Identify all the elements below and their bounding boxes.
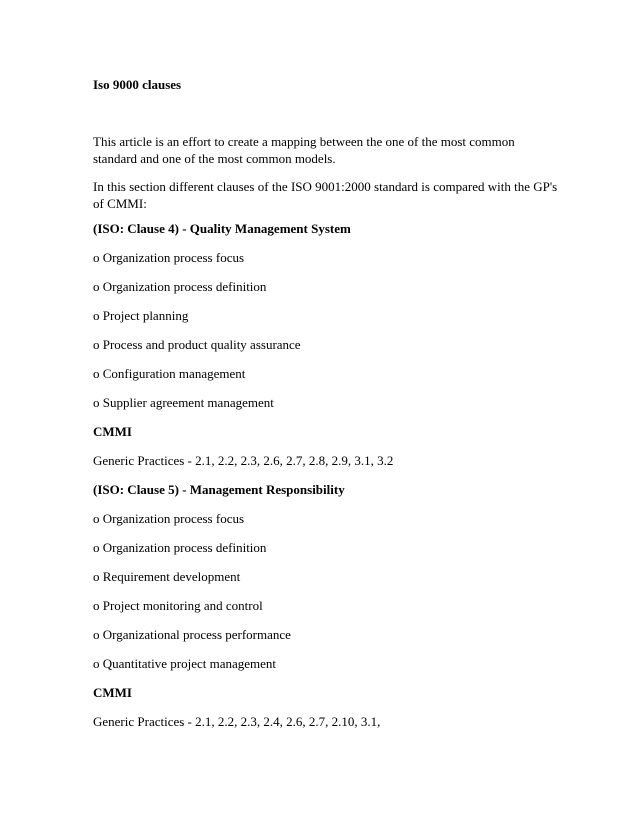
intro-paragraph-2-line-2: of CMMI: [93,196,147,211]
clause4-list-item: o Organization process focus [93,250,245,265]
intro-paragraph-1-line-2: standard and one of the most common models. [93,151,336,166]
clause5-list-item: o Project monitoring and control [93,598,263,613]
clause4-list-item: o Organization process definition [93,279,267,294]
clause4-list-item: o Process and product quality assurance [93,337,301,352]
clause5-heading: (ISO: Clause 5) - Management Responsibility [93,482,345,497]
clause4-list-item: o Configuration management [93,366,246,381]
clause4-generic-practices: Generic Practices - 2.1, 2.2, 2.3, 2.6, 2.7, 2.8, 2.9, 3.1, 3.2 [93,453,394,468]
clause4-cmmi-heading: CMMI [93,424,132,439]
clause5-list-item: o Organizational process performance [93,627,291,642]
document-title: Iso 9000 clauses [93,77,182,92]
clause5-cmmi-heading: CMMI [93,685,132,700]
clause4-list-item: o Supplier agreement management [93,395,274,410]
clause5-list-item: o Organization process focus [93,511,245,526]
clause4-list-item: o Project planning [93,308,189,323]
clause5-list-item: o Requirement development [93,569,241,584]
clause4-heading: (ISO: Clause 4) - Quality Management System [93,221,351,236]
clause5-list-item: o Organization process definition [93,540,267,555]
intro-paragraph-2-line-1: In this section different clauses of the ISO 9001:2000 standard is compared with the GP's [93,179,558,194]
clause5-list-item: o Quantitative project management [93,656,277,671]
clause5-generic-practices: Generic Practices - 2.1, 2.2, 2.3, 2.4, 2.6, 2.7, 2.10, 3.1, [93,714,381,729]
intro-paragraph-1-line-1: This article is an effort to create a mapping between the one of the most common [93,134,515,149]
